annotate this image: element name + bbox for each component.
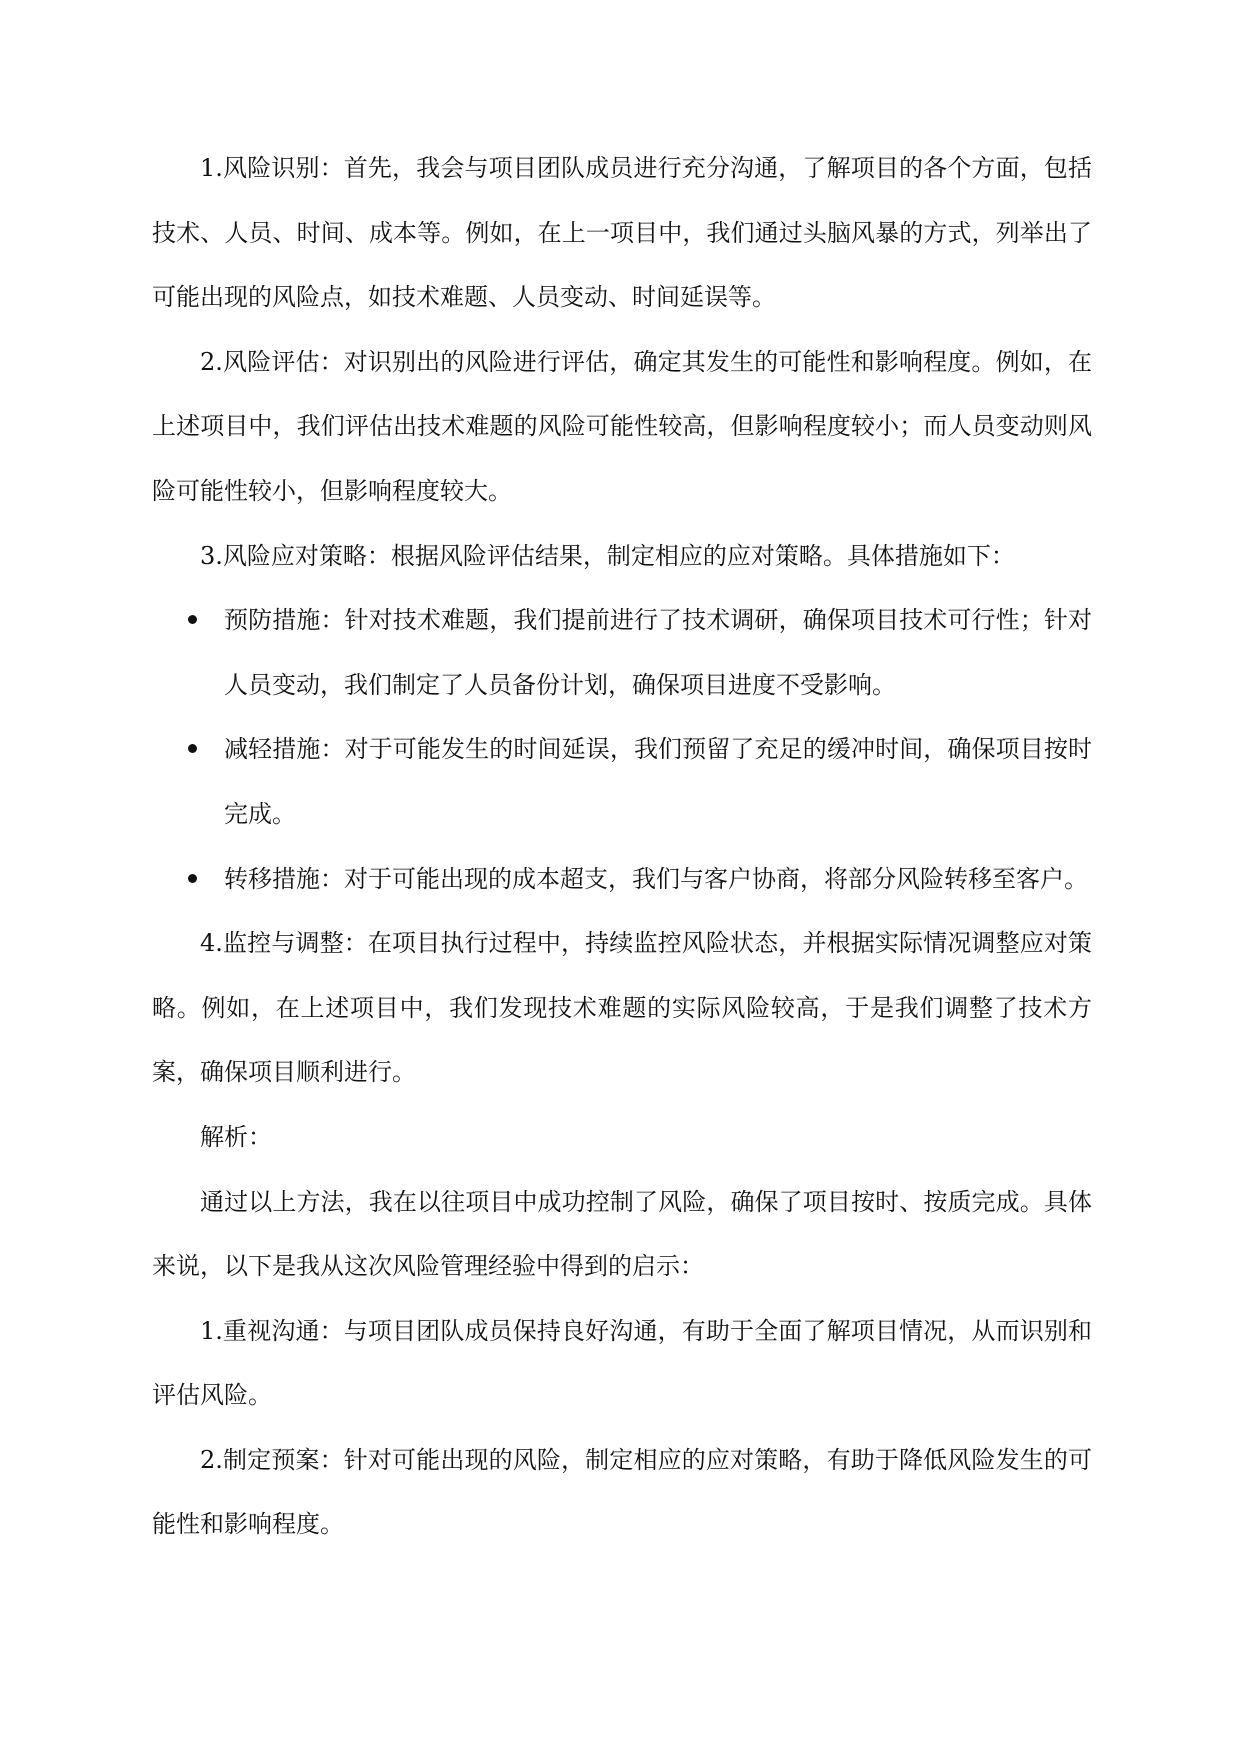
list-item: [152, 847, 1092, 912]
bullet-text: 转移措施：对于可能出现的成本超支，我们与客户协商，将部分风险转移至客户。: [224, 864, 1088, 893]
document-page: [152, 136, 1092, 1557]
paragraph-contingency-plan: 2.制定预案：针对可能出现的风险，制定相应的应对策略，有助于降低风险发生的可能性和影响程度。: [152, 1445, 1092, 1539]
bullet-icon: [188, 744, 197, 753]
bullet-icon: [188, 615, 197, 624]
paragraph-analysis-heading: 解析：: [200, 1122, 272, 1151]
list-item: [152, 717, 1092, 846]
paragraph-risk-response: 3.风险应对策略：根据风险评估结果，制定相应的应对策略。具体措施如下：: [200, 541, 1015, 570]
list-item: [152, 588, 1092, 717]
paragraph-risk-identification: 1.风险识别：首先，我会与项目团队成员进行充分沟通，了解项目的各个方面，包括技术、人员、时间、成本等。例如，在上一项目中，我们通过头脑风暴的方式，列举出了可能出现的风险点，如技术难题、人员变动、时间延误等。: [152, 154, 1092, 312]
measures-list: [152, 588, 1092, 911]
bullet-text: 减轻措施：对于可能发生的时间延误，我们预留了充足的缓冲时间，确保项目按时完成。: [224, 735, 1092, 828]
bullet-icon: [188, 874, 197, 883]
paragraph-summary: 通过以上方法，我在以往项目中成功控制了风险，确保了项目按时、按质完成。具体来说，以下是我从这次风险管理经验中得到的启示：: [152, 1187, 1092, 1281]
paragraph-risk-assessment: 2.风险评估：对识别出的风险进行评估，确定其发生的可能性和影响程度。例如，在上述项目中，我们评估出技术难题的风险可能性较高，但影响程度较小；而人员变动则风险可能性较小，但影响程度较大。: [152, 347, 1092, 505]
bullet-text: 预防措施：针对技术难题，我们提前进行了技术调研，确保项目技术可行性；针对人员变动，我们制定了人员备份计划，确保项目进度不受影响。: [224, 606, 1092, 699]
paragraph-monitoring: 4.监控与调整：在项目执行过程中，持续监控风险状态，并根据实际情况调整应对策略。例如，在上述项目中，我们发现技术难题的实际风险较高，于是我们调整了技术方案，确保项目顺利进行。: [152, 929, 1092, 1087]
paragraph-communication: 1.重视沟通：与项目团队成员保持良好沟通，有助于全面了解项目情况，从而识别和评估风险。: [152, 1316, 1092, 1410]
